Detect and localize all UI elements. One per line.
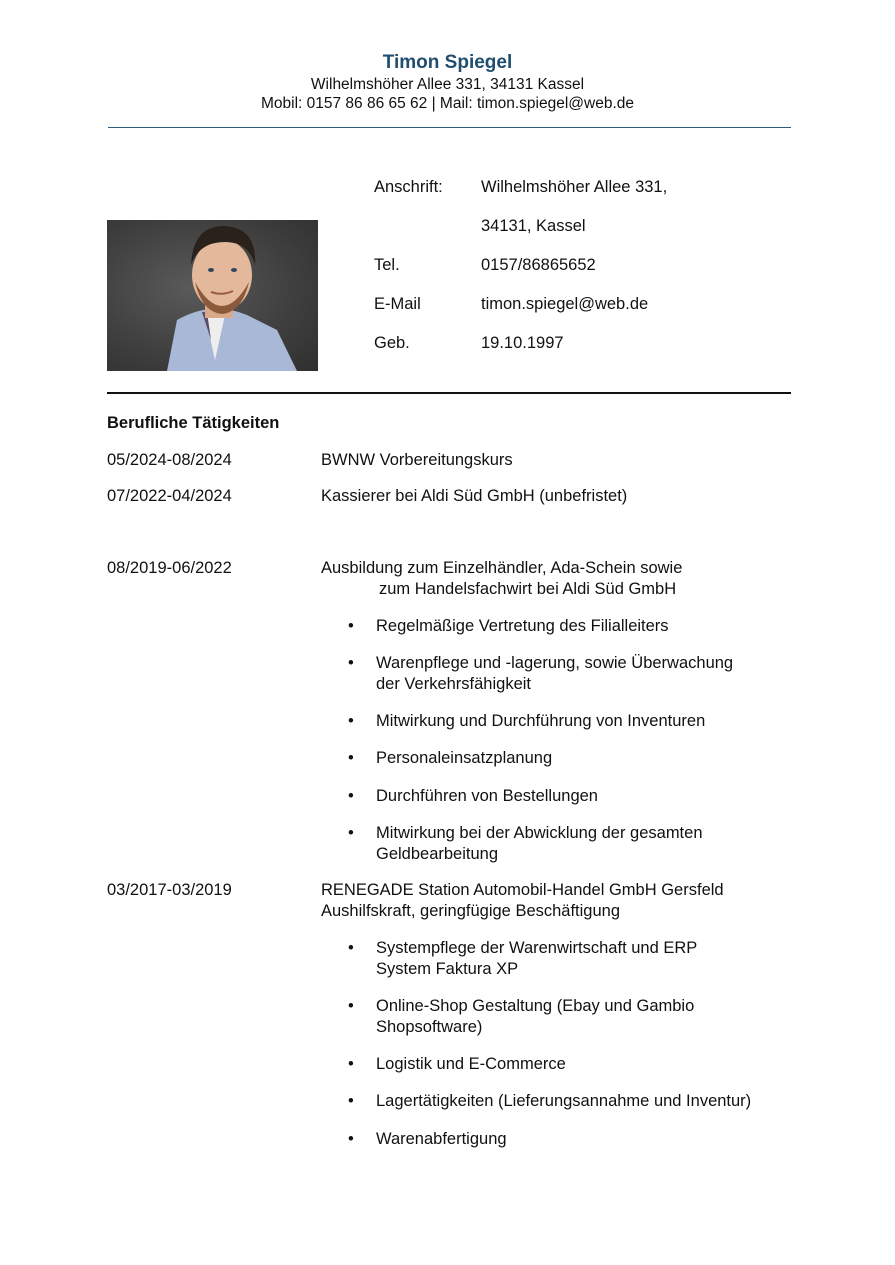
- entry-description: Ausbildung zum Einzelhändler, Ada-Schein sowie: [321, 559, 683, 577]
- bullet-item: Logistik und E-Commerce: [376, 1055, 566, 1073]
- entry-description: BWNW Vorbereitungskurs: [321, 451, 513, 469]
- bullet-icon: •: [348, 749, 354, 767]
- bullet-icon: •: [348, 617, 354, 635]
- bullet-item: Personaleinsatzplanung: [376, 749, 553, 767]
- bullet-icon: •: [348, 787, 354, 805]
- field-label-birthdate: Geb.: [374, 334, 410, 352]
- bullet-item-cont: System Faktura XP: [376, 960, 519, 978]
- entry-description: RENEGADE Station Automobil-Handel GmbH Gersfeld: [321, 881, 724, 899]
- entry-date: 03/2017-03/2019: [107, 881, 232, 899]
- bullet-icon: •: [348, 1130, 354, 1148]
- section-divider: [107, 392, 791, 394]
- header-contact: Mobil: 0157 86 86 65 62 | Mail: timon.spiegel@web.de: [260, 95, 635, 112]
- bullet-icon: •: [348, 712, 354, 730]
- field-label-address: Anschrift:: [374, 178, 443, 196]
- bullet-item: Regelmäßige Vertretung des Filialleiters: [376, 617, 669, 635]
- header-name: Timon Spiegel: [382, 52, 513, 73]
- bullet-item: Warenpflege und -lagerung, sowie Überwachung: [376, 654, 734, 672]
- field-value-address-line1: Wilhelmshöher Allee 331,: [481, 178, 668, 196]
- portrait-photo: [107, 220, 318, 371]
- bullet-icon: •: [348, 824, 354, 842]
- bullet-icon: •: [348, 1092, 354, 1110]
- field-value-phone: 0157/86865652: [481, 256, 596, 274]
- bullet-item-cont: Shopsoftware): [376, 1018, 483, 1036]
- bullet-icon: •: [348, 939, 354, 957]
- bullet-item: Systempflege der Warenwirtschaft und ERP: [376, 939, 698, 957]
- field-label-email: E-Mail: [374, 295, 421, 313]
- entry-date: 08/2019-06/2022: [107, 559, 232, 577]
- bullet-item: Mitwirkung und Durchführung von Inventuren: [376, 712, 706, 730]
- bullet-item: Lagertätigkeiten (Lieferungsannahme und Inventur): [376, 1092, 752, 1110]
- section-title-experience: Berufliche Tätigkeiten: [107, 414, 280, 432]
- field-label-phone: Tel.: [374, 256, 400, 274]
- entry-description: zum Handelsfachwirt bei Aldi Süd GmbH: [379, 580, 677, 598]
- field-value-address-line2: 34131, Kassel: [481, 217, 586, 235]
- bullet-icon: •: [348, 1055, 354, 1073]
- bullet-item-cont: der Verkehrsfähigkeit: [376, 675, 532, 693]
- bullet-item: Mitwirkung bei der Abwicklung der gesamten: [376, 824, 703, 842]
- field-value-email: timon.spiegel@web.de: [481, 295, 649, 313]
- entry-date: 05/2024-08/2024: [107, 451, 232, 469]
- header-address: Wilhelmshöher Allee 331, 34131 Kassel: [310, 76, 585, 93]
- entry-description: Aushilfskraft, geringfügige Beschäftigung: [321, 902, 621, 920]
- bullet-icon: •: [348, 997, 354, 1015]
- entry-description: Kassierer bei Aldi Süd GmbH (unbefristet): [321, 487, 628, 505]
- bullet-item: Warenabfertigung: [376, 1130, 507, 1148]
- bullet-item-cont: Geldbearbeitung: [376, 845, 499, 863]
- bullet-item: Durchführen von Bestellungen: [376, 787, 598, 805]
- bullet-item: Online-Shop Gestaltung (Ebay und Gambio: [376, 997, 695, 1015]
- bullet-icon: •: [348, 654, 354, 672]
- entry-date: 07/2022-04/2024: [107, 487, 232, 505]
- field-value-birthdate: 19.10.1997: [481, 334, 564, 352]
- person-silhouette-icon: [107, 220, 318, 371]
- header-divider: [108, 127, 791, 128]
